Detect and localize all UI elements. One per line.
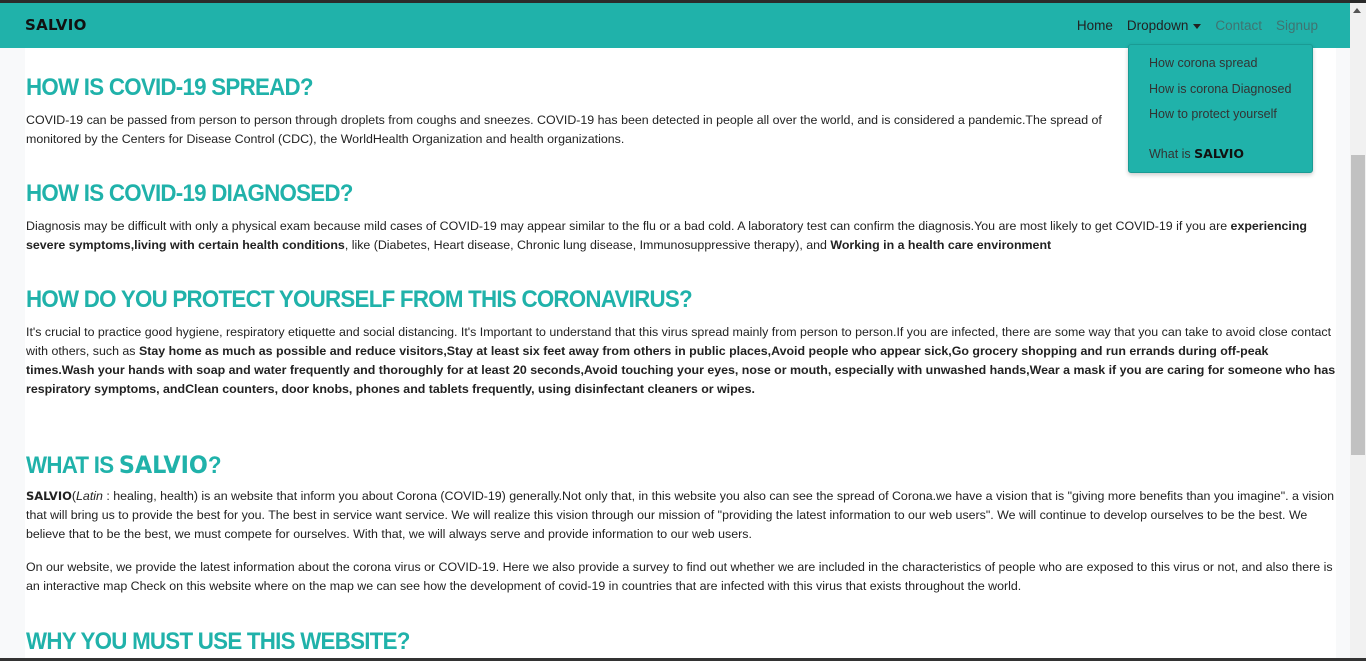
dropdown-menu <box>1128 44 1313 173</box>
diagnosed-text <box>26 217 1336 255</box>
dropdown-item-what-is[interactable] <box>1149 146 1244 161</box>
text: : healing, health) is an website that inform you about Corona (COVID-19) generally.Not only that, in this website you also can see the spread of Corona.we have a vision that is "giving more benefits than you imagine". a vision that will bring us to provide the best for you. The best in service want service. We will realize this vision through our mission of "providing the latest information to our web users". We will continue to develop ourselves to be the best. We believe that to be the best, we must compete for ourselves. With that, we will always serve and provide information to our web users. <box>26 489 1334 541</box>
dropdown-item-label: What is <box>1149 147 1195 161</box>
brand-logo[interactable]: SALVIO <box>25 16 87 34</box>
text: , like (Diabetes, Heart disease, Chronic lung disease, Immunosuppressive therapy), and <box>344 238 831 252</box>
scroll-up-arrow-icon[interactable] <box>1353 8 1361 13</box>
scrollbar-thumb[interactable] <box>1351 155 1365 455</box>
heading-protect: HOW DO YOU PROTECT YOURSELF FROM THIS CORONAVIRUS? <box>26 286 692 313</box>
heading-why: WHY YOU MUST USE THIS WEBSITE? <box>26 628 410 655</box>
caret-down-icon <box>1193 24 1201 29</box>
heading-diagnosed: HOW IS COVID-19 DIAGNOSED? <box>26 180 353 207</box>
text: WHAT IS <box>26 452 119 479</box>
nav-dropdown-label: Dropdown <box>1126 18 1189 33</box>
heading-spread: HOW IS COVID-19 SPREAD? <box>26 74 313 101</box>
what-is-text-2: On our website, we provide the latest information about the corona virus or COVID-19. Here we also provide a survey to find out whether we are included in the characteristics of people who are exposed to this virus or not, and also there is an interactive map Check on this website where on the map we can see how the development of covid-19 in countries that are infected with this virus that exists throughout the world. <box>26 560 1333 593</box>
nav-signup[interactable]: Signup <box>1275 18 1318 33</box>
nav-contact[interactable]: Contact <box>1215 18 1262 33</box>
what-is-text <box>26 487 1336 544</box>
protect-text <box>26 323 1336 399</box>
nav-dropdown[interactable] <box>1127 18 1202 33</box>
text: It's crucial to practice good hygiene, respiratory etiquette and social distancing. It's Important to understand that this virus spread mainly from person to person.If you are infected, there are some way that you can take to avoid close contact with others, such as <box>26 325 1332 358</box>
dropdown-item-protect[interactable]: How to protect yourself <box>1149 107 1277 121</box>
dropdown-item-spread[interactable]: How corona spread <box>1149 56 1258 70</box>
navbar <box>0 3 1350 48</box>
text: ( <box>71 489 77 503</box>
nav-home[interactable]: Home <box>1076 18 1113 33</box>
bold-text: Working in a health care environment <box>830 238 1052 252</box>
nav-links <box>1077 18 1318 33</box>
heading-what-is <box>26 451 221 480</box>
brand-text: SALVIO <box>118 451 208 479</box>
italic-text: Latin <box>76 489 103 503</box>
brand-text: SALVIO <box>26 489 72 503</box>
bold-text: experiencing severe symptoms <box>26 219 1307 252</box>
brand-text: SALVIO <box>1194 146 1245 161</box>
spread-text: COVID-19 can be passed from person to person through droplets from coughs and sneezes. COVID-19 has been detected in people all over the world, and is considered a pandemic.The spread of <box>26 113 1102 127</box>
spread-text-2: monitored by the Centers for Disease Control (CDC), the WorldHealth Organization and health organizations. <box>26 132 625 146</box>
bold-text: Stay home as much as possible and reduce visitors,Stay at least six feet away from others in public places,Avoid people who appear sick,Go grocery shopping and run errands during off-peak times.Wash your hands with soap and water frequently and thoroughly for at least 20 seconds,Avoid touching your eyes, nose or mouth, especially with unwashed hands,Wear a mask if you are caring for someone who has respiratory symptoms, andClean counters, door knobs, phones and tablets frequently, using disinfectant cleaners or wipes. <box>26 344 1336 396</box>
dropdown-item-diagnosed[interactable]: How is corona Diagnosed <box>1149 82 1292 96</box>
text: ? <box>207 452 221 479</box>
text: Diagnosis may be difficult with only a physical exam because mild cases of COVID-19 may appear similar to the flu or a bad cold. A laboratory test can confirm the diagnosis.You are most likely to get COVID-19 if you are <box>26 219 1231 233</box>
bold-text: ,living with certain health conditions <box>130 238 345 252</box>
